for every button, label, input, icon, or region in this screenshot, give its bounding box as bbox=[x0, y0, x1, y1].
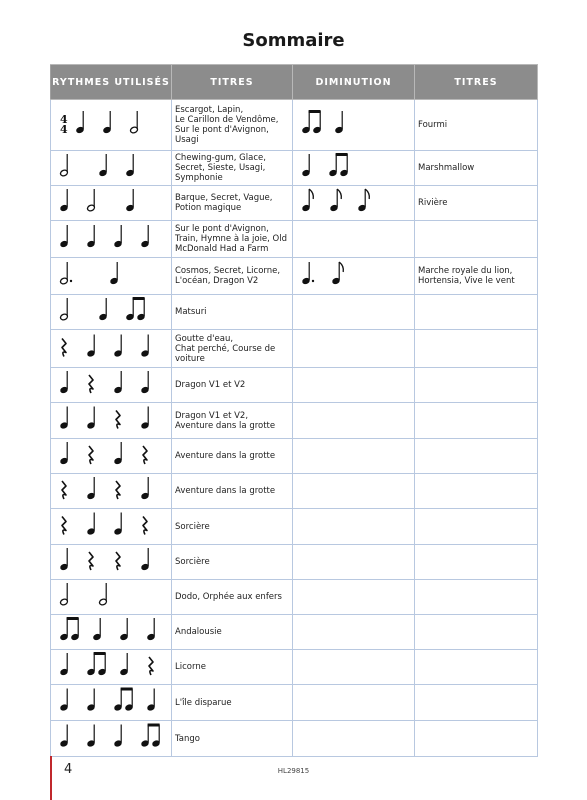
title-line: Goutte d'eau, bbox=[175, 333, 234, 344]
title-line: Cosmos, Secret, Licorne, bbox=[175, 266, 281, 276]
quarter-note bbox=[114, 725, 123, 748]
rhythm-notation bbox=[51, 474, 172, 508]
quarter-note bbox=[120, 618, 129, 641]
eighth-note bbox=[302, 189, 314, 212]
titles-cell bbox=[172, 474, 293, 509]
diminution-titles-cell bbox=[415, 721, 538, 757]
quarter-note bbox=[60, 371, 69, 394]
diminution-titles-cell bbox=[415, 258, 538, 295]
title-line: L'océan, Dragon V2 bbox=[175, 276, 259, 286]
title-line: Licorne bbox=[175, 662, 206, 672]
rhythm-notation bbox=[51, 295, 172, 329]
table-row bbox=[51, 685, 538, 721]
table-row bbox=[51, 615, 538, 650]
diminution-cell bbox=[293, 545, 415, 580]
half-note bbox=[87, 189, 96, 212]
table-row bbox=[51, 650, 538, 685]
rhythm-cell bbox=[51, 580, 172, 615]
diminution-cell bbox=[293, 650, 415, 685]
header-rhythms: RYTHMES UTILISÉS bbox=[51, 65, 172, 100]
rhythm-cell bbox=[51, 295, 172, 330]
page-title: Sommaire bbox=[242, 30, 345, 51]
quarter-note bbox=[60, 225, 69, 248]
quarter-rest bbox=[143, 446, 147, 464]
svg-text:4: 4 bbox=[60, 123, 68, 136]
titles-cell bbox=[172, 258, 293, 295]
rhythm-cell bbox=[51, 545, 172, 580]
diminution-notation bbox=[293, 100, 415, 150]
rhythm-notation bbox=[51, 151, 172, 185]
rhythm-cell bbox=[51, 439, 172, 474]
rhythm-notation bbox=[51, 650, 172, 684]
quarter-note bbox=[141, 225, 150, 248]
table-row bbox=[51, 186, 538, 221]
eighth-note bbox=[330, 189, 342, 212]
quarter-note bbox=[60, 653, 69, 676]
beamed-eighth-notes bbox=[302, 110, 322, 134]
quarter-note bbox=[87, 335, 96, 358]
title-line: Usagi bbox=[175, 135, 199, 145]
rhythm-cell bbox=[51, 650, 172, 685]
diminution-cell bbox=[293, 100, 415, 151]
diminution-cell bbox=[293, 403, 415, 439]
titles-cell bbox=[172, 721, 293, 757]
half-note bbox=[99, 583, 108, 606]
title-line: L'île disparue bbox=[175, 697, 232, 708]
rhythm-notation bbox=[51, 721, 172, 756]
title-line: McDonald Had a Farm bbox=[175, 244, 269, 254]
diminution-titles-cell bbox=[415, 403, 538, 439]
catalog-number: HL29815 bbox=[277, 767, 310, 775]
diminution-titles-cell bbox=[415, 100, 538, 151]
quarter-rest bbox=[143, 517, 147, 535]
quarter-note bbox=[76, 111, 85, 134]
title-line: Secret, Sieste, Usagi, bbox=[175, 163, 266, 173]
rhythm-cell bbox=[51, 186, 172, 221]
diminution-title-line: Hortensia, Vive le vent bbox=[418, 276, 515, 286]
rhythm-cell bbox=[51, 330, 172, 368]
diminution-title-line: Marche royale du lion, bbox=[418, 266, 513, 276]
quarter-note bbox=[114, 335, 123, 358]
diminution-notation bbox=[293, 151, 415, 185]
quarter-rest bbox=[89, 446, 93, 464]
quarter-note bbox=[99, 298, 108, 321]
titles-cell bbox=[172, 330, 293, 368]
table-row bbox=[51, 509, 538, 545]
quarter-rest bbox=[62, 481, 66, 499]
rhythm-notation bbox=[51, 615, 172, 649]
header-diminution: DIMINUTION bbox=[293, 65, 415, 100]
table-row bbox=[51, 439, 538, 474]
diminution-titles-cell bbox=[415, 580, 538, 615]
rhythm-notation bbox=[51, 545, 172, 579]
titles-cell bbox=[172, 151, 293, 186]
dotted-quarter-note bbox=[302, 262, 315, 285]
diminution-cell bbox=[293, 330, 415, 368]
diminution-title-line: Rivière bbox=[418, 198, 448, 208]
title-line: Dodo, Orphée aux enfers bbox=[175, 592, 282, 602]
summary-table bbox=[50, 64, 538, 757]
rhythm-cell bbox=[51, 474, 172, 509]
quarter-note bbox=[60, 689, 69, 712]
table-row bbox=[51, 474, 538, 509]
title-line: Potion magique bbox=[175, 203, 242, 213]
quarter-note bbox=[147, 689, 156, 712]
title-line: Chat perché, Course de bbox=[175, 343, 276, 354]
time-signature-4-4 bbox=[60, 113, 68, 136]
rhythm-cell bbox=[51, 721, 172, 757]
half-note bbox=[60, 154, 69, 177]
quarter-note bbox=[60, 407, 69, 430]
footer-accent-bar bbox=[50, 756, 52, 800]
quarter-note bbox=[141, 407, 150, 430]
diminution-titles-cell bbox=[415, 474, 538, 509]
half-note bbox=[60, 298, 69, 321]
svg-text:4: 4 bbox=[60, 113, 68, 126]
diminution-cell bbox=[293, 580, 415, 615]
quarter-rest bbox=[116, 552, 120, 570]
title-line: Aventure dans la grotte bbox=[175, 451, 276, 461]
quarter-note bbox=[87, 689, 96, 712]
diminution-titles-cell bbox=[415, 330, 538, 368]
table-row bbox=[51, 295, 538, 330]
diminution-titles-cell bbox=[415, 545, 538, 580]
quarter-note bbox=[114, 371, 123, 394]
rhythm-cell bbox=[51, 403, 172, 439]
quarter-rest bbox=[62, 517, 66, 535]
table-row bbox=[51, 151, 538, 186]
rhythm-cell bbox=[51, 258, 172, 295]
quarter-note bbox=[110, 262, 119, 285]
header-titles: TITRES bbox=[172, 65, 293, 100]
title-line: Aventure dans la grotte bbox=[175, 420, 276, 431]
quarter-note bbox=[99, 154, 108, 177]
rhythm-cell bbox=[51, 221, 172, 258]
titles-cell bbox=[172, 650, 293, 685]
titles-cell bbox=[172, 685, 293, 721]
quarter-note bbox=[60, 189, 69, 212]
quarter-note bbox=[302, 154, 311, 177]
diminution-cell bbox=[293, 721, 415, 757]
quarter-note bbox=[126, 154, 135, 177]
quarter-note bbox=[114, 513, 123, 536]
quarter-note bbox=[60, 548, 69, 571]
title-line: Sorcière bbox=[175, 557, 210, 567]
diminution-cell bbox=[293, 615, 415, 650]
quarter-note bbox=[141, 371, 150, 394]
title-line: voiture bbox=[175, 353, 205, 364]
beamed-eighth-notes bbox=[141, 724, 161, 748]
table-row bbox=[51, 545, 538, 580]
diminution-title-line: Marshmallow bbox=[418, 163, 475, 173]
diminution-notation bbox=[293, 258, 415, 294]
quarter-note bbox=[60, 442, 69, 465]
quarter-note bbox=[93, 618, 102, 641]
title-line: Barque, Secret, Vague, bbox=[175, 193, 273, 203]
beamed-eighth-notes bbox=[329, 153, 349, 177]
rhythm-notation bbox=[51, 330, 172, 367]
diminution-title-line: Fourmi bbox=[418, 120, 448, 130]
diminution-titles-cell bbox=[415, 221, 538, 258]
quarter-note bbox=[87, 725, 96, 748]
titles-cell bbox=[172, 221, 293, 258]
diminution-cell bbox=[293, 258, 415, 295]
titles-cell bbox=[172, 186, 293, 221]
diminution-titles-cell bbox=[415, 650, 538, 685]
diminution-notation bbox=[293, 186, 415, 220]
quarter-rest bbox=[116, 481, 120, 499]
diminution-titles-cell bbox=[415, 509, 538, 545]
page-number: 4 bbox=[64, 762, 73, 777]
rhythm-cell bbox=[51, 615, 172, 650]
title-line: Symphonie bbox=[175, 173, 223, 183]
diminution-cell bbox=[293, 509, 415, 545]
rhythm-notation bbox=[51, 439, 172, 473]
quarter-rest bbox=[89, 552, 93, 570]
eighth-note bbox=[358, 189, 370, 212]
rhythm-cell bbox=[51, 151, 172, 186]
titles-cell bbox=[172, 403, 293, 439]
beamed-eighth-notes bbox=[60, 617, 80, 641]
rhythm-cell bbox=[51, 685, 172, 721]
titles-cell bbox=[172, 368, 293, 403]
quarter-rest bbox=[116, 411, 120, 429]
rhythm-cell bbox=[51, 368, 172, 403]
title-line: Tango bbox=[175, 733, 200, 744]
quarter-note bbox=[141, 477, 150, 500]
titles-cell bbox=[172, 615, 293, 650]
quarter-note bbox=[141, 335, 150, 358]
table-row bbox=[51, 221, 538, 258]
rhythm-cell bbox=[51, 100, 172, 151]
quarter-note bbox=[60, 725, 69, 748]
diminution-cell bbox=[293, 186, 415, 221]
diminution-titles-cell bbox=[415, 439, 538, 474]
quarter-rest bbox=[89, 375, 93, 393]
dotted-half-note bbox=[60, 262, 73, 285]
title-line: Sur le pont d'Avignon, bbox=[175, 224, 269, 234]
diminution-cell bbox=[293, 151, 415, 186]
rhythm-notation bbox=[51, 580, 172, 614]
title-line: Train, Hymne à la joie, Old bbox=[175, 234, 288, 244]
quarter-note bbox=[103, 111, 112, 134]
title-line: Le Carillon de Vendôme, bbox=[175, 115, 279, 125]
quarter-note bbox=[87, 407, 96, 430]
rhythm-notation bbox=[51, 509, 172, 544]
rhythm-notation bbox=[51, 258, 172, 294]
table-row bbox=[51, 403, 538, 439]
title-line: Aventure dans la grotte bbox=[175, 486, 276, 496]
quarter-note bbox=[126, 189, 135, 212]
header-titles-2: TITRES bbox=[415, 65, 538, 100]
quarter-note bbox=[114, 442, 123, 465]
quarter-note bbox=[114, 225, 123, 248]
quarter-note bbox=[335, 111, 344, 134]
beamed-eighth-notes bbox=[87, 652, 107, 676]
quarter-note bbox=[141, 548, 150, 571]
titles-cell bbox=[172, 100, 293, 151]
title-line: Andalousie bbox=[175, 627, 222, 637]
beamed-eighth-notes bbox=[126, 297, 146, 321]
title-line: Dragon V1 et V2, bbox=[175, 410, 249, 421]
eighth-note bbox=[332, 262, 344, 285]
quarter-note bbox=[120, 653, 129, 676]
rhythm-notation bbox=[51, 100, 172, 150]
diminution-cell bbox=[293, 221, 415, 258]
diminution-titles-cell bbox=[415, 186, 538, 221]
half-note bbox=[130, 111, 139, 134]
diminution-cell bbox=[293, 474, 415, 509]
titles-cell bbox=[172, 509, 293, 545]
diminution-cell bbox=[293, 439, 415, 474]
beamed-eighth-notes bbox=[114, 688, 134, 712]
diminution-cell bbox=[293, 295, 415, 330]
quarter-note bbox=[87, 225, 96, 248]
titles-cell bbox=[172, 545, 293, 580]
table-row bbox=[51, 330, 538, 368]
quarter-note bbox=[87, 477, 96, 500]
rhythm-notation bbox=[51, 403, 172, 438]
diminution-titles-cell bbox=[415, 295, 538, 330]
table-row bbox=[51, 100, 538, 151]
diminution-titles-cell bbox=[415, 151, 538, 186]
title-line: Matsuri bbox=[175, 307, 207, 317]
table-row bbox=[51, 368, 538, 403]
title-line: Sorcière bbox=[175, 521, 210, 532]
header-row bbox=[51, 65, 538, 100]
title-line: Chewing-gum, Glace, bbox=[175, 153, 266, 163]
quarter-note bbox=[87, 513, 96, 536]
title-line: Escargot, Lapin, bbox=[175, 105, 244, 115]
table-row bbox=[51, 721, 538, 757]
table-row bbox=[51, 580, 538, 615]
titles-cell bbox=[172, 295, 293, 330]
rhythm-notation bbox=[51, 186, 172, 220]
table-row bbox=[51, 258, 538, 295]
diminution-titles-cell bbox=[415, 368, 538, 403]
half-note bbox=[60, 583, 69, 606]
titles-cell bbox=[172, 439, 293, 474]
diminution-titles-cell bbox=[415, 685, 538, 721]
diminution-titles-cell bbox=[415, 615, 538, 650]
title-line: Sur le pont d'Avignon, bbox=[175, 125, 269, 135]
rhythm-notation bbox=[51, 368, 172, 402]
quarter-note bbox=[147, 618, 156, 641]
quarter-rest bbox=[149, 657, 153, 675]
diminution-cell bbox=[293, 368, 415, 403]
diminution-cell bbox=[293, 685, 415, 721]
rhythm-cell bbox=[51, 509, 172, 545]
rhythm-notation bbox=[51, 685, 172, 720]
quarter-rest bbox=[62, 339, 66, 357]
title-line: Dragon V1 et V2 bbox=[175, 380, 246, 390]
titles-cell bbox=[172, 580, 293, 615]
rhythm-notation bbox=[51, 221, 172, 257]
